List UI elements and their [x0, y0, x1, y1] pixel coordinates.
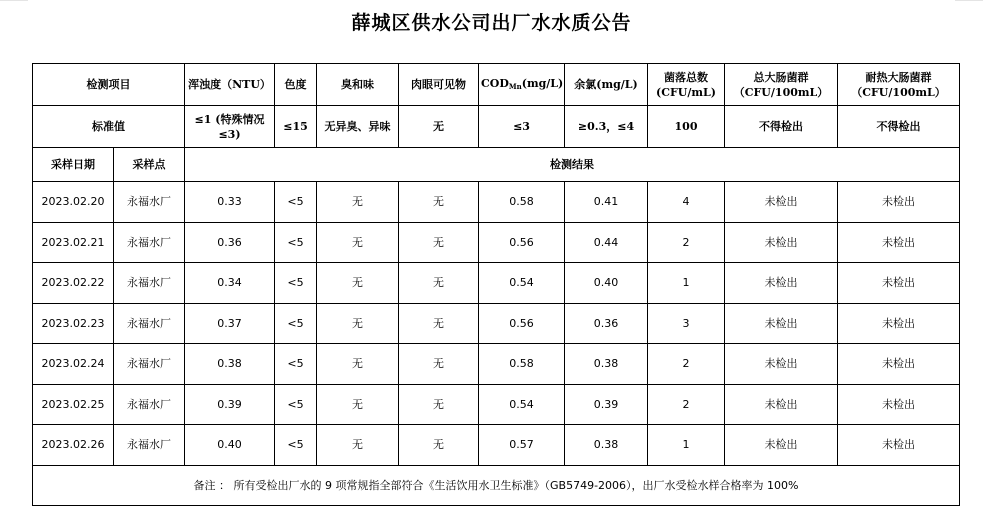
- cell-bacteria: 1: [648, 425, 725, 466]
- standard-thermo: 不得检出: [838, 106, 960, 148]
- cell-odor: 无: [317, 384, 399, 425]
- cell-date: 2023.02.20: [33, 182, 114, 223]
- cell-visible: 无: [399, 263, 479, 304]
- cell-odor: 无: [317, 222, 399, 263]
- table-row: [33, 182, 960, 223]
- subheader-site: 采样点: [114, 148, 185, 182]
- cell-cod: 0.56: [479, 222, 565, 263]
- cell-date: 2023.02.25: [33, 384, 114, 425]
- cell-chlorine: 0.38: [565, 344, 648, 385]
- cell-chlorine: 0.39: [565, 384, 648, 425]
- cell-cod: 0.54: [479, 263, 565, 304]
- cell-coliform: 未检出: [725, 384, 838, 425]
- cell-visible: 无: [399, 384, 479, 425]
- header-coliform-line1: 总大肠菌群: [753, 70, 809, 84]
- cell-color: <5: [275, 384, 317, 425]
- cell-turbidity: 0.37: [185, 303, 275, 344]
- standard-color: ≤15: [275, 106, 317, 148]
- cell-turbidity: 0.34: [185, 263, 275, 304]
- standard-bacteria: 100: [648, 106, 725, 148]
- subheader-results: 检测结果: [185, 148, 960, 182]
- cell-cod: 0.57: [479, 425, 565, 466]
- cell-cod: 0.54: [479, 384, 565, 425]
- cell-visible: 无: [399, 344, 479, 385]
- header-cod-prefix: COD: [481, 76, 509, 90]
- header-row: [33, 64, 960, 106]
- subheader-date: 采样日期: [33, 148, 114, 182]
- cell-thermo: 未检出: [838, 263, 960, 304]
- table-row: [33, 384, 960, 425]
- cell-visible: 无: [399, 222, 479, 263]
- header-chlorine: 余氯(mg/L): [565, 64, 648, 106]
- cell-bacteria: 1: [648, 263, 725, 304]
- header-bacteria-line1: 菌落总数: [664, 70, 708, 84]
- standard-turbidity: ≤1 (特殊情况≤3): [185, 106, 275, 148]
- table-row: [33, 425, 960, 466]
- cell-site: 永福水厂: [114, 303, 185, 344]
- standard-cod: ≤3: [479, 106, 565, 148]
- table-row: [33, 344, 960, 385]
- cell-cod: 0.56: [479, 303, 565, 344]
- header-thermo-line1: 耐热大肠菌群: [865, 70, 932, 84]
- cell-color: <5: [275, 222, 317, 263]
- header-thermo: [838, 64, 960, 106]
- cell-thermo: 未检出: [838, 384, 960, 425]
- header-coliform-line2: （CFU/100mL）: [733, 85, 829, 99]
- header-cod: [479, 64, 565, 106]
- cell-odor: 无: [317, 263, 399, 304]
- cell-site: 永福水厂: [114, 182, 185, 223]
- header-cod-suffix: (mg/L): [521, 76, 564, 90]
- cell-date: 2023.02.22: [33, 263, 114, 304]
- header-cod-sub: Mn: [508, 81, 522, 91]
- cell-turbidity: 0.40: [185, 425, 275, 466]
- cell-site: 永福水厂: [114, 222, 185, 263]
- table-row: [33, 303, 960, 344]
- cell-cod: 0.58: [479, 344, 565, 385]
- cell-coliform: 未检出: [725, 222, 838, 263]
- cell-chlorine: 0.36: [565, 303, 648, 344]
- table-row: [33, 222, 960, 263]
- cell-coliform: 未检出: [725, 182, 838, 223]
- standard-visible: 无: [399, 106, 479, 148]
- header-visible: 肉眼可见物: [399, 64, 479, 106]
- cell-chlorine: 0.40: [565, 263, 648, 304]
- cell-bacteria: 4: [648, 182, 725, 223]
- cell-thermo: 未检出: [838, 425, 960, 466]
- standard-row: [33, 106, 960, 148]
- header-bacteria-line2: (CFU/mL): [656, 85, 716, 99]
- subheader-row: [33, 148, 960, 182]
- standard-label: 标准值: [33, 106, 185, 148]
- cell-cod: 0.58: [479, 182, 565, 223]
- top-edge-line-left: [0, 0, 28, 1]
- cell-coliform: 未检出: [725, 344, 838, 385]
- cell-bacteria: 3: [648, 303, 725, 344]
- standard-chlorine: ≥0.3，≤4: [565, 106, 648, 148]
- standard-odor: 无异臭、异味: [317, 106, 399, 148]
- header-thermo-line2: （CFU/100mL）: [851, 85, 946, 99]
- header-coliform: [725, 64, 838, 106]
- cell-chlorine: 0.44: [565, 222, 648, 263]
- cell-thermo: 未检出: [838, 222, 960, 263]
- cell-chlorine: 0.41: [565, 182, 648, 223]
- page-title: 薛城区供水公司出厂水水质公告: [351, 12, 632, 34]
- cell-bacteria: 2: [648, 344, 725, 385]
- cell-color: <5: [275, 263, 317, 304]
- cell-chlorine: 0.38: [565, 425, 648, 466]
- cell-date: 2023.02.26: [33, 425, 114, 466]
- cell-date: 2023.02.23: [33, 303, 114, 344]
- header-color: 色度: [275, 64, 317, 106]
- cell-turbidity: 0.36: [185, 222, 275, 263]
- cell-color: <5: [275, 182, 317, 223]
- cell-site: 永福水厂: [114, 425, 185, 466]
- cell-bacteria: 2: [648, 384, 725, 425]
- cell-visible: 无: [399, 182, 479, 223]
- note-row: [33, 465, 960, 505]
- note-text: 备注 ： 所有受检出厂水的 9 项常规指全部符合《生活饮用水卫生标准》（GB5749-2006），出厂水受检水样合格率为 100%: [33, 465, 960, 505]
- header-item: 检测项目: [33, 64, 185, 106]
- cell-visible: 无: [399, 425, 479, 466]
- cell-site: 永福水厂: [114, 344, 185, 385]
- cell-odor: 无: [317, 425, 399, 466]
- cell-thermo: 未检出: [838, 182, 960, 223]
- cell-color: <5: [275, 425, 317, 466]
- cell-date: 2023.02.21: [33, 222, 114, 263]
- header-turbidity: 浑浊度（NTU）: [185, 64, 275, 106]
- cell-thermo: 未检出: [838, 303, 960, 344]
- water-quality-table: [32, 63, 960, 506]
- cell-bacteria: 2: [648, 222, 725, 263]
- cell-site: 永福水厂: [114, 384, 185, 425]
- standard-coliform: 不得检出: [725, 106, 838, 148]
- cell-coliform: 未检出: [725, 425, 838, 466]
- cell-thermo: 未检出: [838, 344, 960, 385]
- cell-coliform: 未检出: [725, 303, 838, 344]
- header-bacteria: [648, 64, 725, 106]
- cell-date: 2023.02.24: [33, 344, 114, 385]
- table-row: [33, 263, 960, 304]
- cell-odor: 无: [317, 182, 399, 223]
- cell-odor: 无: [317, 344, 399, 385]
- cell-visible: 无: [399, 303, 479, 344]
- cell-color: <5: [275, 303, 317, 344]
- top-edge-line-right: [955, 0, 983, 1]
- cell-color: <5: [275, 344, 317, 385]
- header-odor: 臭和味: [317, 64, 399, 106]
- cell-turbidity: 0.38: [185, 344, 275, 385]
- cell-site: 永福水厂: [114, 263, 185, 304]
- cell-turbidity: 0.33: [185, 182, 275, 223]
- cell-odor: 无: [317, 303, 399, 344]
- cell-turbidity: 0.39: [185, 384, 275, 425]
- cell-coliform: 未检出: [725, 263, 838, 304]
